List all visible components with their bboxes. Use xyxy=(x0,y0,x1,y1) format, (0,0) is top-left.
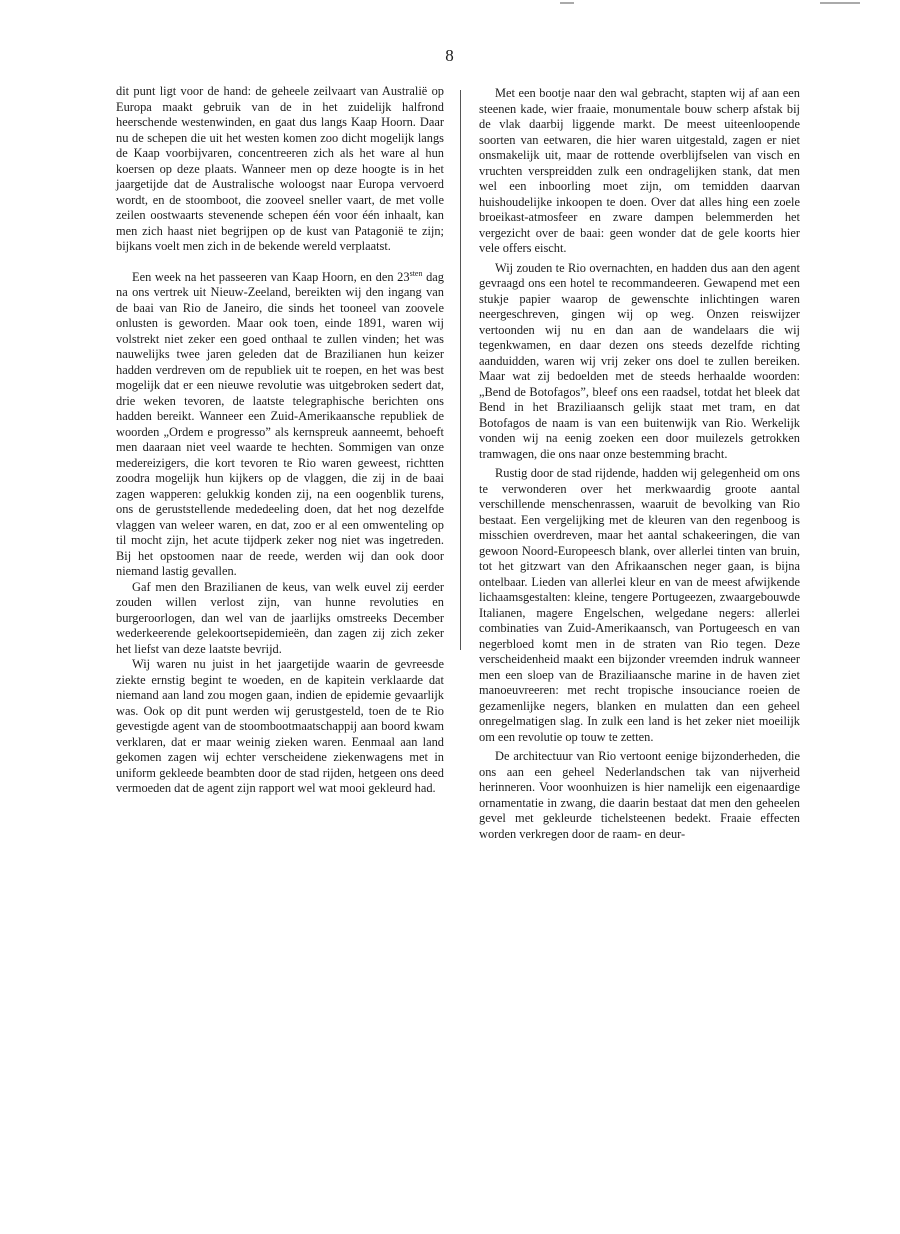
column-divider xyxy=(460,90,461,650)
scan-speck xyxy=(560,2,574,4)
left-column xyxy=(116,84,444,797)
paragraph: Rustig door de stad rijdende, hadden wij gelegenheid om ons te verwonderen over het merkwaardig groote aantal verschillende menschenrassen, waaruit de bevolking van Rio bestaat. Een vergelijking met de kleuren van den regenboog is misschien overdreven, maar het aantal schakeeringen, die van gewoon Noord-Europeesch blank, over allerlei tinten van bruin, tot het gitzwart van den Afrikaanschen neger gaan, is bijna ontelbaar. Lieden van allerlei kleur en van de meest afwijkende lichaamsgestalten: kleine, tengere Portugeezen, zwaargebouwde Italianen, magere Engelschen, welgedane negers: allerlei combinaties van Zuid-Amerikaansch, van Portugeesch en van negerbloed komt men in de straten van Rio tegen. Deze verscheidenheid maakt een bijzonder vreemden indruk wanneer men een sloep van de Braziliaansche marine in de haven ziet manoeuvreeren: met recht tropische insouciance roeien de gezamenlijke negers, blanken en mulatten dan een geheel onregelmatigen slag. In zulk een land is het zeker niet moeilijk om een revolutie op touw te zetten. xyxy=(479,466,800,744)
paragraph-text: Een week na het passeeren van Kaap Hoorn, en den 23 xyxy=(132,269,410,284)
paragraph: Wij waren nu juist in het jaargetijde waarin de gevreesde ziekte ernstig begint te woeden, en de kapitein verklaarde dat niemand aan land zou mogen gaan, indien de epidemie gevaarlijk was. Ook op dit punt werden wij gerustgesteld, toen de te Rio gevestigde agent van de stoombootmaatschappij aan boord kwam verklaren, dat er maar weinig zieken waren. Eenmaal aan land gekomen zagen wij echter verscheidene ziekenwagens met in uniform gekleede beambten door de stad rijden, hetgeen ons deed vermoeden dat de agent zijn rapport wel wat mooi gekleurd had. xyxy=(116,657,444,795)
page-number: 8 xyxy=(445,46,455,65)
right-column xyxy=(479,86,800,842)
ordinal-superscript: sten xyxy=(409,268,423,278)
paragraph: Gaf men den Brazilianen de keus, van welk euvel zij eerder zouden willen verlost zijn, van hunne revoluties en burgeroorlogen, dan wel van de jaarlijks omstreeks December wederkeerende gelekoortsepidemieën, dan zagen zij zich zeker het liefst van deze laatste bevrijd. xyxy=(116,579,444,656)
paragraph xyxy=(116,270,444,580)
paragraph: Met een bootje naar den wal gebracht, stapten wij af aan een steenen kade, wier fraaie, monumentale bouw scherp afstak bij de vlak daarbij liggende markt. De meest uiteenloopende soorten van eetwaren, die hier waren uitgestald, zagen er niet onsmakelijk uit, maar de rottende overblijfselen van visch en vruchten verspreidden zulk een ondragelijken stank, dat men wel een inboorling moet zijn, om temidden daarvan huishoudelijke inkoopen te doen. Over dat alles hing een zoele broeikast-atmosfeer en zware dampen belemmerden het vergezicht over de baai: geen wonder dat de gele koorts hier vele offers eischt. xyxy=(479,86,800,255)
paragraph: Wij zouden te Rio overnachten, en hadden dus aan den agent gevraagd ons een hotel te recommandeeren. Gewapend met een stukje papier waarop de gewenschte inlichtingen waren neergeschreven, gingen wij op weg. Onzen reiswijzer vertoonden wij nu en dan aan de wandelaars die wij tegenkwamen, en daar dezen ons steeds dezelfde richting aanduidden, waren wij vrij zeker ons doel te zullen bereiken. Maar wat zij bedoelden met de steeds herhaalde woorden: „Bend de Botofagos”, bleef ons een raadsel, totdat het bleek dat Bend in het Braziliaansch gelijk staat met tram, en dat Botofagos de naam is van een buitenwijk van Rio. Werkelijk vonden wij na eenig zoeken een door muilezels getrokken tramwagen, die ons naar onze bestemming bracht. xyxy=(479,260,800,461)
scan-speck xyxy=(820,2,860,4)
paragraph: De architectuur van Rio vertoont eenige bijzonderheden, die ons aan een geheel Nederlandschen tak van nijverheid herinneren. Voor woonhuizen is hier namelijk een eigenaardige ornamentatie in zwang, die daarin bestaat dat men den geheelen gevel met gekleurde tichelsteenen bedekt. Fraaie effecten worden verkregen door de raam- en deur- xyxy=(479,749,800,841)
paragraph-text: dag na ons vertrek uit Nieuw-Zeeland, bereikten wij den ingang van de baai van Rio de Janeiro, die sinds het tooneel van zoovele onlusten is geworden. Maar ook toen, einde 1891, waren wij volstrekt niet zeker een goed onthaal te zullen vinden; het was nauwelijks twee jaren geleden dat de Brazilianen hun keizer hadden verdreven om de republiek uit te roepen, en het was best mogelijk dat er een nieuwe revolutie was uitgebroken sedert dat, drie weken tevoren, de laatste telegraphische berichten ons hadden bereikt. Wanneer een Zuid-Amerikaansche republiek de woorden „Ordem e progresso” als kernspreuk aanneemt, behoeft men daaraan niet veel waarde te hechten. Sommigen van onze medereizigers, die kort tevoren te Rio waren geweest, richtten zoodra mogelijk hun kijkers op de vlaggen, die zij in de baai zagen wapperen: gelukkig konden zij, na een oogenblik turens, ons de geruststellende mededeeling doen, dat het nog dezelfde vlaggen van weleer waren, en dat, zoo er al een omwenteling op til mocht zijn, het acute tijdperk zeker nog niet was ingetreden. Bij het opstoomen naar de reede, werden wij dan ook door niemand lastig gevallen. xyxy=(116,269,444,578)
paragraph: dit punt ligt voor de hand: de geheele zeilvaart van Australië op Europa maakt gebruik van de in het zuidelijk halfrond heerschende westenwinden, en gaat dus langs Kaap Hoorn. Daar nu de schepen die uit het westen komen zoo dicht mogelijk langs de Kaap voorbijvaren, concentreeren zich als het ware al hun koersen op deze plaats. Wanneer men op deze hoogte is in het jaargetijde dat de Australische woloogst naar Europa vervoerd wordt, en de stoomboot, die zooveel sneller vaart, de met volle zeilen oostwaarts stevenende schepen één voor één inhaalt, kan men zich haast niet begrijpen op de kust van Patagonië te zijn; bijkans voelt men zich in de bekende wereld verplaatst. xyxy=(116,84,444,253)
